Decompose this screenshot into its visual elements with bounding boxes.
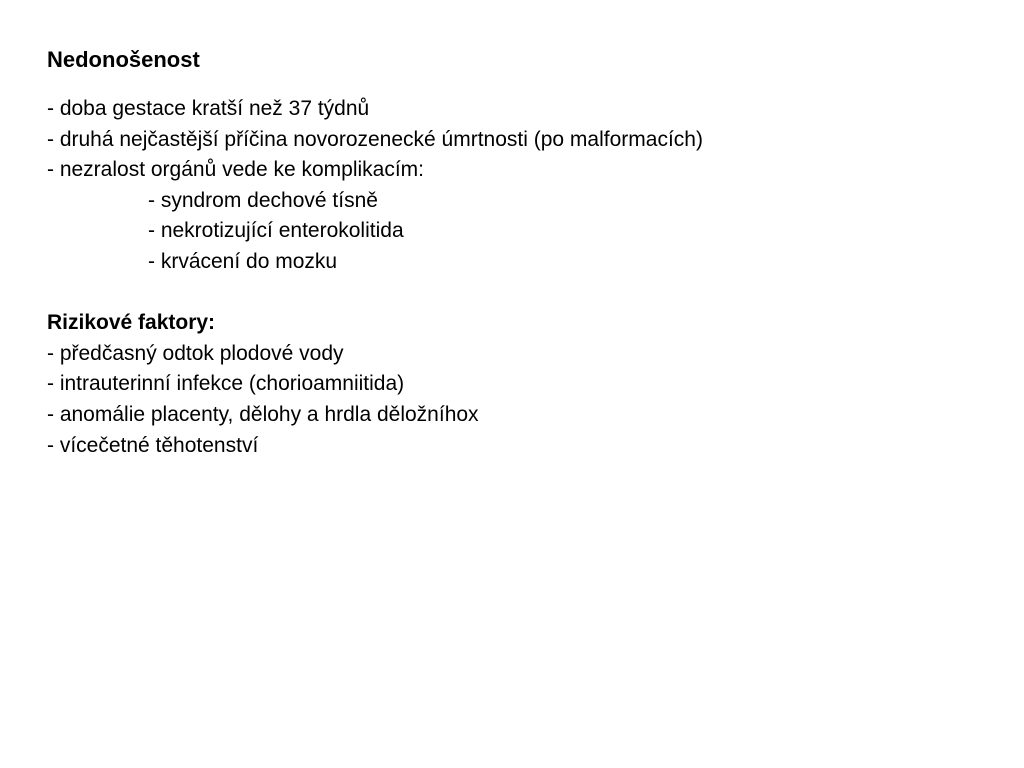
spacer xyxy=(47,76,987,94)
risk-factor-item: - vícečetné těhotenství xyxy=(47,433,259,457)
spacer xyxy=(47,278,987,309)
risk-factors-heading: Rizikové faktory: xyxy=(47,311,216,335)
risk-factor-item: - intrauterinní infekce (chorioamniitida) xyxy=(47,372,405,396)
complication-item: - krvácení do mozku xyxy=(148,249,338,273)
complication-item: - syndrom dechové tísně xyxy=(148,188,378,212)
slide-content xyxy=(47,44,987,461)
definition-line: - druhá nejčastější příčina novorozenecké úmrtnosti (po malformacích) xyxy=(47,127,703,151)
risk-factor-item: - anomálie placenty, dělohy a hrdla děložníhox xyxy=(47,402,479,426)
complication-item: - nekrotizující enterokolitida xyxy=(148,219,404,243)
slide-title: Nedonošenost xyxy=(47,47,200,72)
risk-factor-item: - předčasný odtok plodové vody xyxy=(47,341,344,365)
definition-line: - nezralost orgánů vede ke komplikacím: xyxy=(47,158,425,182)
definition-line: - doba gestace kratší než 37 týdnů xyxy=(47,97,370,120)
